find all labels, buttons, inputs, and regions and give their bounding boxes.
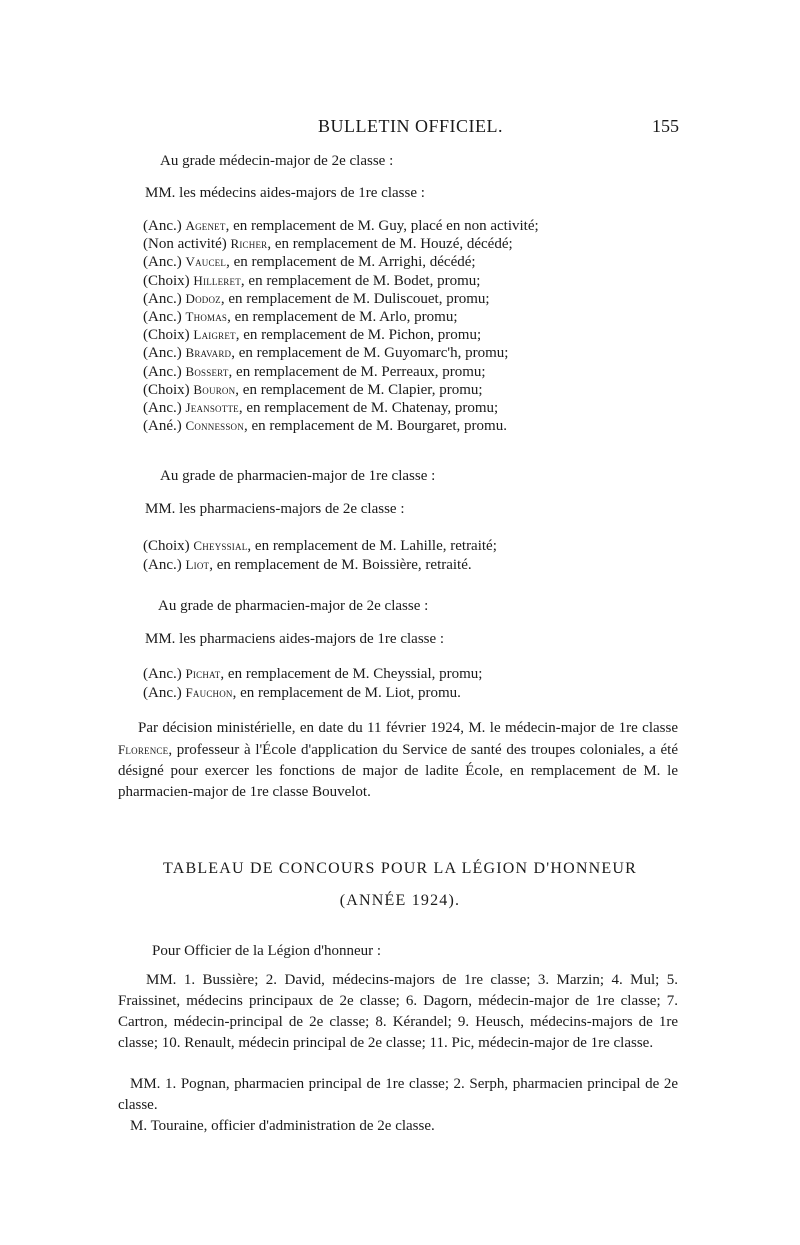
section-sub-pharmacien-major-1: MM. les pharmaciens-majors de 2e classe : <box>145 501 405 517</box>
section-intro-pharmacien-major-2: Au grade de pharmacien-major de 2e classe : <box>158 598 429 614</box>
section-intro-pharmacien-major-1: Au grade de pharmacien-major de 1re classe : <box>160 468 436 484</box>
entry-name: Cheyssial <box>193 538 248 553</box>
promotion-entry <box>143 289 490 309</box>
promotion-entry <box>143 362 486 382</box>
entry-prefix: (Ané.) <box>143 418 186 435</box>
entry-text: , en remplacement de M. Arlo, promu; <box>227 309 458 325</box>
promotion-entry <box>143 325 481 345</box>
entry-text: , en remplacement de M. Lahille, retraité; <box>247 538 497 554</box>
entry-name: Bouron <box>193 381 236 397</box>
entry-name: Dodoz <box>185 290 221 306</box>
officer-paragraph-medecins-text: MM. 1. Bussière; 2. David, médecins-majors de 1re classe; 3. Marzin; 4. Mul; 5. Fraissinet, médecins principaux de 2e classe; 6. Dagorn, médecin-major de 1re classe; 7. Cartron, médecin-principal de 2e classe; 8. Kérandel; 9. Heusch, médecins-majors de 1re classe; 10. Renault, médecin principal de 2e classe; 11. Pic, médecin-major de 1re classe. <box>118 972 678 1051</box>
entry-name: Pichat <box>185 666 221 681</box>
promotion-entry <box>143 271 480 291</box>
entry-name: Connesson <box>185 418 244 434</box>
entry-text: , en remplacement de M. Guy, placé en non activité; <box>225 218 539 234</box>
officer-paragraph-pharmaciens-text: MM. 1. Pognan, pharmacien principal de 1re classe; 2. Serph, pharmacien principal de 2e classe. <box>118 1076 678 1113</box>
entry-name: Thomas <box>185 309 228 324</box>
entry-text: , en remplacement de M. Clapier, promu; <box>235 381 483 398</box>
entry-prefix: (Choix) <box>143 272 194 289</box>
promotion-entry <box>143 216 539 236</box>
entry-name: Laigret <box>193 327 236 343</box>
page-number: 155 <box>652 116 679 136</box>
entry-prefix: (Anc.) <box>143 666 186 682</box>
running-header-title: BULLETIN OFFICIEL. <box>318 116 503 136</box>
entry-prefix: (Anc.) <box>143 218 186 234</box>
promotion-entry <box>143 398 498 418</box>
promotion-entry <box>143 664 482 684</box>
officer-paragraph-administration <box>118 1116 678 1137</box>
promotion-entry <box>143 416 507 436</box>
officer-paragraph-administration-text: M. Touraine, officier d'administration de 2e classe. <box>130 1118 435 1134</box>
entry-prefix: (Choix) <box>143 327 194 344</box>
section-intro-medecin-major-2: Au grade médecin-major de 2e classe : <box>160 153 394 169</box>
entry-text: , en remplacement de M. Guyomarc'h, promu; <box>231 345 509 362</box>
entry-name: Bravard <box>185 345 232 361</box>
entry-name: Bossert <box>185 363 229 379</box>
promotion-entry <box>143 252 476 272</box>
entry-prefix: (Anc.) <box>143 254 186 271</box>
promotion-entry <box>143 307 458 327</box>
entry-text: , en remplacement de M. Cheyssial, promu; <box>220 666 483 682</box>
tableau-year: (ANNÉE 1924). <box>339 892 461 909</box>
entry-prefix: (Anc.) <box>143 345 186 362</box>
entry-name: Richer <box>230 236 268 252</box>
decision-text-start: Par décision ministérielle, en date du 11 février 1924, M. le médecin-major de 1re classe <box>138 720 678 736</box>
entry-name: Jeansotte <box>185 400 239 415</box>
decision-text-end: , professeur à l'École d'application du Service de santé des troupes coloniales, a été désigné pour exercer les fonctions de major de ladite École, en remplacement de M. le pharmacien-major de 1re classe Bouvelot. <box>118 742 678 800</box>
entry-text: , en remplacement de M. Pichon, promu; <box>235 327 482 344</box>
tableau-title: TABLEAU DE CONCOURS POUR LA LÉGION D'HONNEUR <box>163 860 637 877</box>
entry-name: Fauchon <box>185 685 233 700</box>
promotion-entry <box>143 380 483 400</box>
promotion-entry <box>143 343 508 363</box>
entry-text: , en remplacement de M. Liot, promu. <box>232 685 461 701</box>
section-sub-pharmacien-major-2: MM. les pharmaciens aides-majors de 1re classe : <box>145 631 445 647</box>
entry-prefix: (Anc.) <box>143 363 186 380</box>
officer-paragraph-pharmaciens <box>118 1074 678 1116</box>
entry-text: , en remplacement de M. Arrighi, décédé; <box>226 254 476 271</box>
entry-prefix: (Anc.) <box>143 685 186 701</box>
promotion-entry <box>143 555 472 575</box>
section-sub-medecin-major-2: MM. les médecins aides-majors de 1re classe : <box>145 185 425 201</box>
entry-prefix: (Anc.) <box>143 400 186 416</box>
entry-prefix: (Choix) <box>143 538 194 554</box>
entry-prefix: (Anc.) <box>143 290 186 307</box>
entry-text: , en remplacement de M. Perreaux, promu; <box>228 363 486 380</box>
entry-text: , en remplacement de M. Houzé, décédé; <box>267 236 513 253</box>
entry-prefix: (Anc.) <box>143 557 186 573</box>
decision-name: Florence <box>118 742 169 757</box>
promotion-entry <box>143 234 513 254</box>
decision-paragraph <box>118 718 678 803</box>
entry-name: Vaucel <box>185 254 227 270</box>
entry-text: , en remplacement de M. Boissière, retraité. <box>209 557 472 573</box>
entry-name: Agenet <box>185 218 226 233</box>
entry-text: , en remplacement de M. Chatenay, promu; <box>238 400 499 416</box>
entry-prefix: (Choix) <box>143 381 194 398</box>
entry-text: , en remplacement de M. Bodet, promu; <box>240 272 481 289</box>
officer-paragraph-medecins <box>118 970 678 1054</box>
entry-prefix: (Non activité) <box>143 236 231 253</box>
entry-text: , en remplacement de M. Bourgaret, promu. <box>243 418 507 435</box>
entry-name: Hilleret <box>193 272 241 288</box>
officer-intro: Pour Officier de la Légion d'honneur : <box>152 943 382 959</box>
entry-name: Liot <box>185 557 210 572</box>
promotion-entry <box>143 536 497 556</box>
entry-prefix: (Anc.) <box>143 309 186 325</box>
entry-text: , en remplacement de M. Duliscouet, promu; <box>220 290 490 307</box>
promotion-entry <box>143 683 461 703</box>
